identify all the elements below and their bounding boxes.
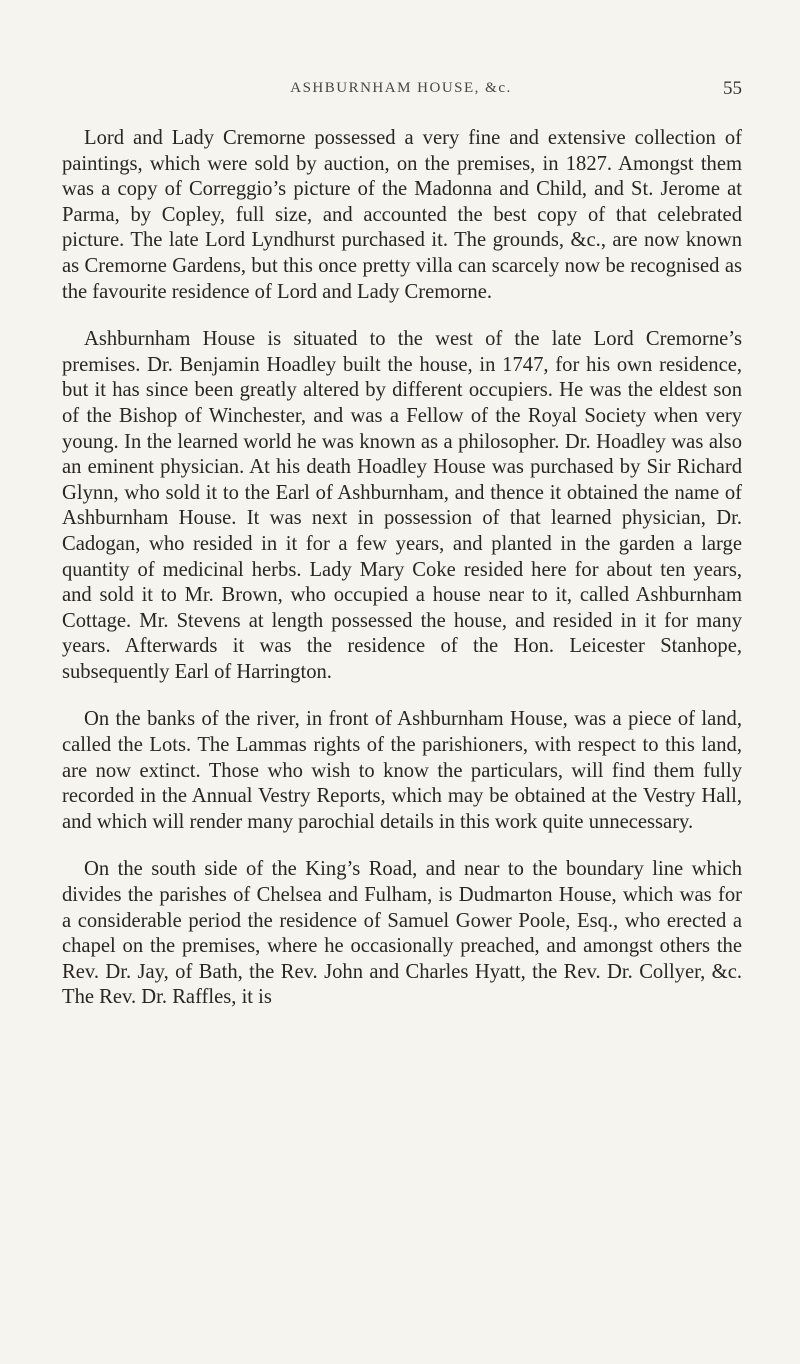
body-text xyxy=(62,126,742,1033)
running-title: ASHBURNHAM HOUSE, &c. xyxy=(290,80,512,96)
paragraph-the-lots: On the banks of the river, in front of Ashburnham House, was a piece of land, called the Lots. The Lammas rights of the parishioners, with respect to this land, are now extinct. Those who wish to know the particulars, will find them fully recorded in the Annual Vestry Reports, which may be obtained at the Vestry Hall, and which will render many parochial details in this work quite unnecessary. xyxy=(62,708,742,833)
paragraph-ashburnham-house: Ashburnham House is situated to the west of the late Lord Cremorne’s premises. Dr. Benjamin Hoadley built the house, in 1747, for his own residence, but it has since been greatly altered by different occupiers. He was the eldest son of the Bishop of Winchester, and was a Fellow of the Royal Society when very young. In the learned world he was known as a philosopher. Dr. Hoadley was also an eminent physician. At his death Hoadley House was purchased by Sir Richard Glynn, who sold it to the Earl of Ashburnham, and thence it obtained the name of Ashburnham House. It was next in possession of that learned physician, Dr. Cadogan, who resided in it for a few years, and planted in the garden a large quantity of medicinal herbs. Lady Mary Coke resided here for about ten years, and sold it to Mr. Brown, who occupied a house near to it, called Ashburnham Cottage. Mr. Stevens at length possessed the house, and resided in it for many years. Afterwards it was the residence of the Hon. Leicester Stanhope, subsequently Earl of Harrington. xyxy=(62,328,742,683)
paragraph-cremorne-paintings: Lord and Lady Cremorne possessed a very fine and extensive collection of paintings, which were sold by auction, on the premises, in 1827. Amongst them was a copy of Correggio’s picture of the Madonna and Child, and St. Jerome at Parma, by Copley, full size, and accounted the best copy of that celebrated picture. The late Lord Lyndhurst purchased it. The grounds, &c., are now known as Cremorne Gardens, but this once pretty villa can scarcely now be recognised as the favourite residence of Lord and Lady Cremorne. xyxy=(62,127,742,303)
paragraph-dudmarton-house: On the south side of the King’s Road, and near to the boundary line which divides the parishes of Chelsea and Fulham, is Dudmarton House, which was for a considerable period the residence of Samuel Gower Poole, Esq., who erected a chapel on the premises, where he occasionally preached, and amongst others the Rev. Dr. Jay, of Bath, the Rev. John and Charles Hyatt, the Rev. Dr. Collyer, &c. The Rev. Dr. Raffles, it is xyxy=(62,858,742,1009)
running-head xyxy=(60,78,742,108)
page-number: 55 xyxy=(723,78,742,99)
